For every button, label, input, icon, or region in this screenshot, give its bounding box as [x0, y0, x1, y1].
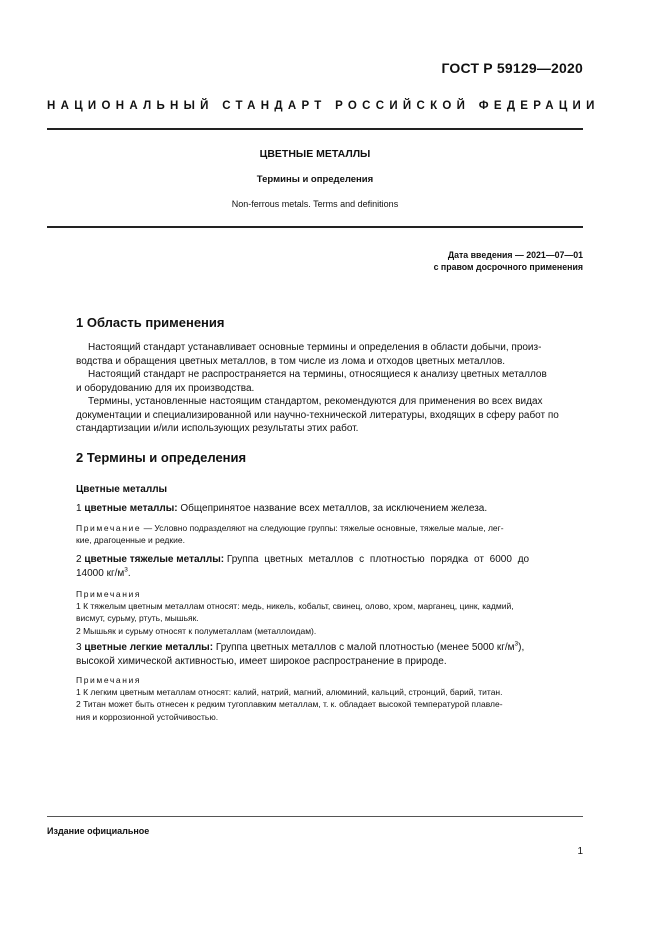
note-text: 1 К легким цветным металлам относят: калий, натрий, магний, алюминий, кальций, стронций, барий, титан. [76, 687, 503, 698]
gost-number: ГОСТ Р 59129—2020 [441, 60, 583, 76]
bottom-rule [47, 226, 583, 228]
paragraph-line: Термины, установленные настоящим стандартом, рекомендуются для применения во всех видах [88, 396, 543, 407]
term-1 [76, 502, 583, 516]
section-2-heading: 2 Термины и определения [76, 450, 247, 465]
note-text: — Условно подразделяют на следующие группы: тяжелые основные, тяжелые малые, лег- [141, 523, 504, 533]
group-heading: Цветные металлы [76, 484, 168, 495]
term-definition: Группа цветных металлов с плотностью порядка от 6000 до [226, 554, 530, 565]
top-rule [47, 128, 583, 130]
paragraph-line: документации и специализированной или научно-технической литературы, входящих в сферу работ по [76, 409, 559, 421]
notes-label: Примечания [76, 675, 142, 685]
term-definition: Группа цветных металлов с малой плотностью (менее 5000 кг/м [215, 642, 515, 653]
section-1-body [76, 341, 583, 436]
footer-rule [47, 816, 583, 817]
term-name: цветные металлы: [84, 503, 178, 514]
section-1-heading: 1 Область применения [76, 315, 225, 330]
page-number: 1 [577, 846, 583, 857]
paragraph-line: водства и обращения цветных металлов, в том числе из лома и отходов цветных металлов. [76, 355, 506, 367]
note-text: 2 Титан может быть отнесен к редким тугоплавким металлам, т. к. обладает высокой температурой плавле- [76, 699, 503, 710]
term-definition: Общепринятое название всех металлов, за исключением железа. [180, 503, 488, 514]
paragraph-line: стандартизации и/или использующих результаты этих работ. [76, 423, 359, 434]
english-title: Non-ferrous metals. Terms and definitions [231, 199, 399, 209]
term-number: 1 [76, 503, 82, 514]
note-text: 1 К тяжелым цветным металлам относят: медь, никель, кобальт, свинец, олово, хром, марганец, цинк, кадмий, [76, 601, 514, 612]
note-label: Примечание [76, 523, 142, 533]
note-text: висмут, сурьму, ртуть, мышьяк. [76, 613, 199, 624]
term-name: цветные легкие металлы: [84, 642, 214, 653]
term-definition: . [127, 568, 131, 579]
superscript: 3 [514, 640, 519, 648]
term-number: 2 [76, 554, 82, 565]
term-definition: высокой химической активностью, имеет широкое распространение в природе. [76, 656, 447, 667]
official-edition-label: Издание официальное [47, 826, 150, 836]
notes-label: Примечания [76, 589, 142, 599]
note-text: кие, драгоценные и редкие. [76, 535, 185, 546]
national-standard-banner: НАЦИОНАЛЬНЫЙ СТАНДАРТ РОССИЙСКОЙ ФЕДЕРАЦИИ [47, 100, 600, 112]
document-subtitle: Термины и определения [256, 174, 374, 185]
paragraph-line: Настоящий стандарт устанавливает основные термины и определения в области добычи, произ- [88, 342, 542, 353]
term-number: 3 [76, 642, 82, 653]
term-definition: 14000 кг/м [76, 568, 125, 579]
term-2-notes [76, 588, 583, 637]
introduction-date: Дата введения — 2021—07—01 [447, 250, 583, 260]
paragraph-line: и оборудованию для их производства. [76, 382, 255, 394]
term-3-notes [76, 674, 583, 723]
term-1-note [76, 522, 583, 546]
paragraph-line: Настоящий стандарт не распространяется на термины, относящиеся к анализу цветных металлов [88, 369, 547, 380]
document-title: ЦВЕТНЫЕ МЕТАЛЛЫ [259, 148, 371, 160]
term-name: цветные тяжелые металлы: [84, 554, 225, 565]
note-text: ния и коррозионной устойчивостью. [76, 711, 219, 722]
term-3 [76, 641, 583, 669]
early-application-note: с правом досрочного применения [433, 262, 583, 272]
note-text: 2 Мышьяк и сурьму относят к полуметаллам (металлоидам). [76, 625, 317, 636]
superscript: 3 [124, 566, 128, 574]
term-2 [76, 553, 583, 581]
term-definition: ), [518, 642, 525, 653]
